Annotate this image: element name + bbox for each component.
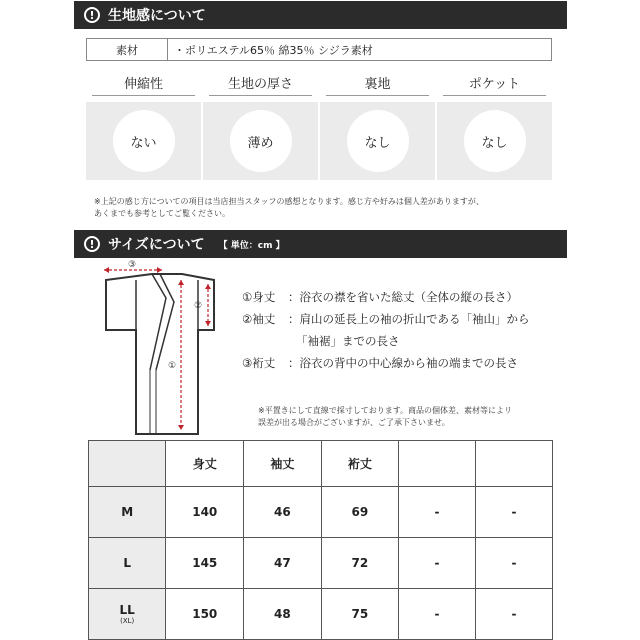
legend-row [242,308,530,330]
property-pocket [437,75,552,180]
table-row [89,589,553,640]
size-table [88,440,553,640]
property-stretch [86,75,201,180]
note-line: ※上記の感じ方についての項目は当店担当スタッフの感想となります。感じ方や好みは個人差がありますが、 [94,197,484,206]
header-cell: 裄丈 [321,441,398,487]
legend-text: ：肩山の延長上の袖の折山である「袖山」から [288,312,530,326]
info-icon: ! [84,7,100,23]
marker-2: ② [194,301,203,311]
property-lining [320,75,435,180]
marker-3: ③ [128,260,137,270]
legend-text: 「袖裾」までの長さ [296,334,400,348]
material-label: 素材 [87,39,168,60]
section-header-fabric [74,1,567,29]
property-value: なし [464,110,526,172]
size-label: L [89,538,166,589]
property-label: 裏地 [326,75,429,96]
table-cell: 69 [321,487,398,538]
table-header-row [89,441,553,487]
section-header-size [74,230,567,258]
table-cell: - [476,538,553,589]
property-value: なし [347,110,409,172]
property-value: ない [113,110,175,172]
property-value: 薄め [230,110,292,172]
note-line: あくまでも参考としてご覧ください。 [94,209,230,218]
table-cell: - [399,589,476,640]
size-label: LL (XL) [89,589,166,640]
measure-yukitake [104,260,162,273]
legend-text: ：浴衣の背中の中心線から袖の端までの長さ [288,356,518,370]
header-cell [399,441,476,487]
table-cell: - [399,487,476,538]
material-row [86,38,552,61]
table-cell: 48 [244,589,321,640]
header-cell [476,441,553,487]
section-title: 生地感について [108,8,206,24]
size-sub-label: (XL) [120,617,135,625]
table-cell: 150 [166,589,244,640]
property-label: 生地の厚さ [209,75,312,96]
legend-row [242,330,530,352]
measurement-legend [242,286,530,374]
legend-key: ②袖丈 [242,312,276,326]
header-cell: 身丈 [166,441,244,487]
legend-row [242,352,530,374]
property-thickness [203,75,318,180]
fabric-note [94,196,484,220]
header-cell: 袖丈 [244,441,321,487]
header-cell [89,441,166,487]
size-note [258,405,512,429]
table-cell: - [476,487,553,538]
table-cell: 46 [244,487,321,538]
table-cell: 145 [166,538,244,589]
table-row [89,538,553,589]
table-cell: - [399,538,476,589]
size-label: M [89,487,166,538]
material-value: ・ポリエステル65％ 綿35％ シジラ素材 [174,43,373,57]
unit-label: 【 単位：cm 】 [218,240,285,251]
table-row [89,487,553,538]
legend-key: ③裄丈 [242,356,276,370]
note-line: 誤差が出る場合がございますが、ご了承下さいませ。 [258,418,450,427]
kimono-diagram [90,258,230,438]
info-icon: ! [84,236,100,252]
note-line: ※平置きにして直線で採寸しております。商品の個体差、素材等によリ [258,406,513,415]
table-cell: 140 [166,487,244,538]
marker-1: ① [168,361,177,371]
legend-key: ①身丈 [242,290,276,304]
section-title: サイズについて [108,237,205,253]
table-cell: - [476,589,553,640]
table-cell: 72 [321,538,398,589]
legend-key [242,330,288,352]
table-cell: 75 [321,589,398,640]
property-label: ポケット [443,75,546,96]
property-label: 伸縮性 [92,75,195,96]
table-cell: 47 [244,538,321,589]
legend-row [242,286,530,308]
legend-text: ：浴衣の襟を省いた総丈（全体の縦の長さ） [288,290,518,304]
